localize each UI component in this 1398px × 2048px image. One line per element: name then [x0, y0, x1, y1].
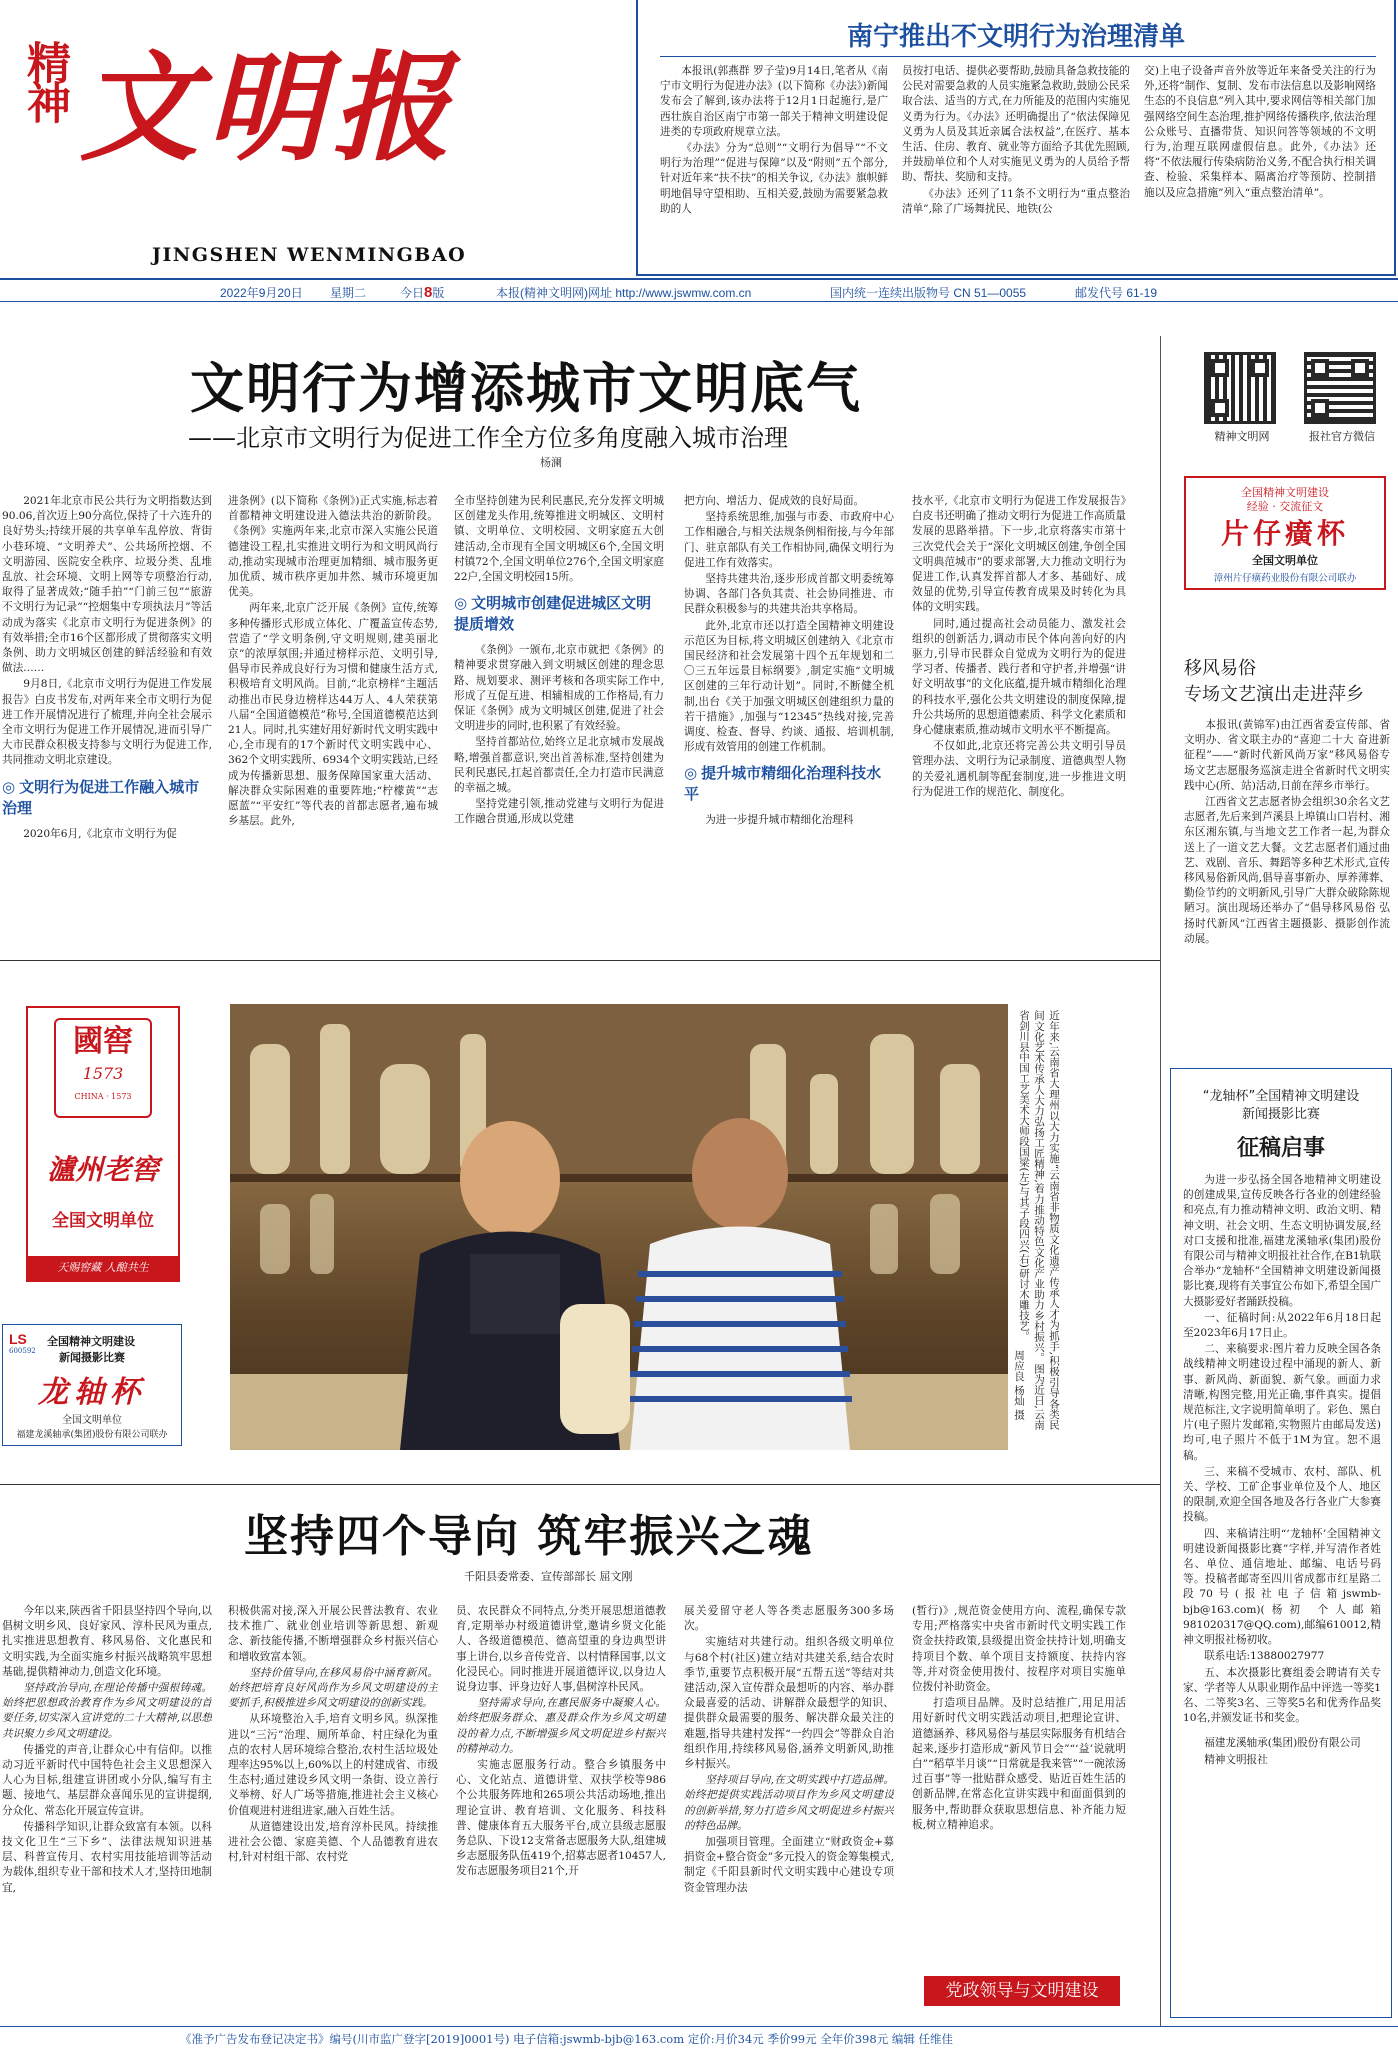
contest-body — [1183, 1173, 1381, 2003]
photo-scene — [230, 1004, 1008, 1450]
guojiao-en: CHINA · 1573 — [74, 1092, 132, 1101]
guojiao-unit: 全国文明单位 — [52, 1211, 154, 1231]
guojiao-year: 1573 — [82, 1064, 124, 1083]
second-c5b: 打造项目品牌。及时总结推广,用足用活用好新时代文明实践活动项目,把理论宣讲、道德涵养、移风易俗与基层实际服务有机结合起来,逐步打造形成“新风节日会”“‘益’说就明白”“稻草半月谈”“日常就是我来管”“一碗浓汤过百事”等一批贴群众感受、贴近百姓生活的创新品牌,在常态化宣讲实践中和面面俱到的服务中,帮助群众获取思想信息、补齐能力短板,树立精神追求。 — [912, 1697, 1126, 1831]
lead-headline: 文明行为增添城市文明底气 — [190, 357, 862, 420]
contest-org1: 福建龙溪轴承(集团)股份有限公司 — [1204, 1737, 1361, 1750]
lead-subhead-1: ◎ 文明行为促进工作融入城市治理 — [2, 777, 200, 817]
top-story-p5: 交)上电子设备声音外放等近年来备受关注的行为外,还将“制作、复制、发布市法信息以及影响网络生态的不良信息”列入其中,要求网信等相关部门加强网络空间生态治理,推护网络传播秩序,依法治理公众账号、直播带货、知识问答等领域的不文明行为,治理互联网虚假信息。此外,《办法》还将“不依法履行传染病防治义务,不配合执行相关调查、检验、采集样本、隔离治疗等预防、控制措施以及应急措施”列入“重点整治清单”。 — [1144, 65, 1376, 199]
ad-pzh-unit: 全国文明单位 — [1252, 554, 1318, 567]
contest-big-title: 征稿启事 — [1236, 1136, 1325, 1161]
second-c3i: 坚持需求导向,在惠民服务中凝聚人心。始终把服务群众、惠及群众作为乡风文明建设的着力点,不断增强乡风文明促进乡村振兴的精神动力。 — [456, 1697, 666, 1755]
lead-col-4 — [684, 494, 894, 944]
pages-suffix: 版 — [432, 286, 445, 300]
second-c1i: 坚持政治导向,在理论传播中强根铸魂。始终把思想政治教育作为乡风文明建设的首要任务,切实深入宣讲党的二十大精神,以思想共识聚力乡风文明建设。 — [2, 1682, 212, 1740]
lead-c3d: 坚持党建引领,推动党建与文明行为促进工作融合贯通,形成以党建 — [454, 798, 664, 826]
contest-org2: 精神文明报社 — [1204, 1753, 1268, 1766]
second-c1: 今年以来,陕西省千阳县坚持四个导向,以倡树文明乡风、良好家风、淳朴民风为重点,扎实推进思想教育、移风易俗、文化惠民和文明实践,为全面实施乡村振兴战略筑牢思想基础,提供精神动力,创造文化环境。 — [2, 1605, 212, 1678]
qr-code-website[interactable] — [1204, 352, 1276, 424]
lead-col-2 — [228, 494, 438, 944]
top-story — [636, 0, 1396, 276]
lead-c5: 技水平,《北京市文明行为促进工作发展报告》白皮书还明确了推动文明行为促进工作高质量发展的思路举措。下一步,北京将落实市第十三次党代会关于“深化文明城区创建,争创全国文明典范城市”的要求部署,大力推动文明行为促进工作,认真发挥首都人才多、基础好、成效显的优势,引导宣传教育成果及时转化为具体的文明实践。 — [912, 495, 1126, 614]
logo-main: 文明报 — [80, 38, 459, 177]
second-c1b: 传播党的声音,让群众心中有信仰。以推动习近平新时代中国特色社会主义思想深入人心为目标,组建宣讲团或小分队,编写有主题、接地气、基层群众喜闻乐见的宣讲提纲,分众化、常态化开展宣传宣讲。 — [2, 1743, 212, 1817]
lead-subhead-4-text: 提升城市精细化治理科技水平 — [684, 764, 882, 804]
top-story-p4: 《办法》还列了11条不文明行为“重点整治清单”,除了广场舞扰民、地铁(公 — [902, 187, 1130, 215]
second-c1c: 传播科学知识,让群众致富有本领。以科技文化卫生“三下乡”、法律法规知识进基层、科普宣传月、农村实用技能培训等活动为载体,组织专业干部和技术人才,坚持田地制宜, — [2, 1820, 212, 1894]
ad-guojiao[interactable] — [26, 1006, 180, 1282]
qr-label-website: 精神文明网 — [1214, 430, 1270, 443]
lead-col-3 — [454, 494, 664, 944]
guojiao-seal — [54, 1018, 152, 1118]
top-story-col-3 — [1144, 64, 1376, 270]
ad-pzh-company: 漳州片仔癀药业股份有限公司联办 — [1213, 573, 1357, 584]
lead-c1: 2021年北京市民公共行为文明指数达到90.06,首次迈上90分高位,保持了十六连升的良好势头;持续开展的共享单车乱停放、背街小巷环境、“文明养犬”、公共场所控烟、不文明游园、医院安全秩序、垃圾分类、乱堆乱放、社会环境、文明上网等专项整治行动,取得了显著成效;“随手拍”“门前三包”“旅游不文明行为记录”“控烟集中专项执法月”等活动成为落实《北京市文明行为促进条例》的有效举措;全市16个区都形成了贯彻落实文明条例、助力文明城区创建的鲜活经验和有效做法…… — [2, 495, 212, 675]
photo-credit: 周应良 杨灿 摄 — [1013, 1350, 1025, 1420]
guojiao-title: 國窖 — [73, 1024, 133, 1059]
second-c2c: 从道德建设出发,培育淳朴民风。持续推进社会公德、家庭美德、个人品德教育进农村,针对村组干部、农村党 — [228, 1820, 438, 1864]
luzhou-laojiao: 瀘州老窖 — [46, 1153, 159, 1186]
masthead-pinyin: JINGSHEN WENMINGBAO — [152, 244, 467, 266]
contest-box — [1170, 1068, 1392, 2018]
lead-c4b: 坚持系统思维,加强与市委、市政府中心工作相融合,与相关法规条例相衔接,与今年部门、驻京部队有关工作相协同,确保文明行为促进工作有效落实。 — [684, 511, 894, 569]
lead-c3b: 《条例》一颁布,北京市就把《条例》的精神要求贯穿融入到文明城区创建的理念思路、规划要求、测评考核和各项实际工作中,形成了互促互进、相辅相成的工作格局,有力保证《条例》成为文明城区创建,促进了社会文明进步的同时,也积累了有效经验。 — [454, 644, 664, 733]
dateline-bar — [0, 278, 1398, 302]
lead-col-5 — [912, 494, 1126, 944]
right-article-p1: 本报讯(黄锦军)由江西省委宣传部、省文明办、省文联主办的“喜迎二十大 奋进新征程”——“新时代新风尚万家”移风易俗专场文艺志愿服务巡演走进全省新时代文明实践中心(所、站)活动,日前在萍乡市举行。 — [1184, 719, 1390, 792]
second-byline: 千阳县委常委、宣传部部长 屈文刚 — [464, 1570, 633, 1583]
contest-p5: 四、来稿请注明“‘龙轴杯’全国精神文明建设新闻摄影比赛”字样,并写清作者姓名、单位、通信地址、邮编、电话号码等。投稿者邮寄至四川省成都市红星路二段70号(报社电子信箱jswmb-bjb@163.com)(杨初 个人邮箱981020317@QQ.com),邮编610012,精神文明报社杨初收。 — [1183, 1527, 1381, 1647]
second-c4c: 加强项目管理。全面建立“财政资金+募捐资金+整合资金”多元投入的资金筹集模式,制定《千阳县新时代文明实践中心建设专项资金管理办法 — [684, 1836, 894, 1894]
postal-code: 邮发代号 61-19 — [1075, 286, 1158, 300]
top-story-p2: 《办法》分为“总则”“文明行为倡导”“不文明行为治理”“促进与保障”以及“附则”五个部分,针对近年来“扶不扶”的相关争议,《办法》旗帜鲜明地倡导守望相助、互相关爱,鼓励为需要紧急救助的人 — [660, 142, 888, 215]
page-count — [400, 284, 444, 301]
top-story-title: 南宁推出不文明行为治理清单 — [846, 22, 1185, 52]
issn: 国内统一连续出版物号 CN 51—0055 — [830, 286, 1027, 300]
lzb-title1: 全国精神文明建设 — [47, 1335, 135, 1348]
top-story-col-1 — [660, 64, 888, 270]
photo-caption — [1016, 1010, 1152, 1440]
right-article-body — [1184, 718, 1390, 1058]
lead-c4d: 此外,北京市还以打造全国精神文明建设示范区为目标,将文明城区创建纳入《北京市国民经济和社会发展第十四个五年规划和二〇三五年远景目标纲要》,制定实施“文明城区创建的三年行动计划”。同时,不断健全机制,出台《关于加强文明城区创建组织力量的若干措施》,加强与“12345”热线对接,完善调度、检查、督导、约谈、通报、培训机制,形成有效管用的创建工作机制。 — [684, 619, 894, 754]
lead-subhead-3-text: 文明城市创建促进城区文明提质增效 — [454, 594, 652, 634]
lead-c4e: 为进一步提升城市精细化治理科 — [705, 814, 854, 827]
lead-c3: 全市坚持创建为民利民惠民,充分发挥文明城区创建龙头作用,统筹推进文明城区、文明村镇、文明单位、文明校园、文明家庭五大创建活动,全市现有全国文明城区6个,全国文明村镇72个,全国文明单位276个,全国文明家庭22户,全国文明校园15所。 — [454, 495, 664, 584]
lead-c1c: 2020年6月,《北京市文明行为促 — [23, 827, 177, 840]
lead-subhead-4: ◎ 提升城市精细化治理科技水平 — [684, 764, 882, 804]
pages-label: 今日 — [400, 286, 425, 300]
issue-date: 2022年9月20日 — [220, 286, 303, 300]
lead-c5b: 同时,通过提高社会动员能力、激发社会组织的创新活力,调动市民个体向善向好的内驱力,引导市民群众自觉成为文明行为的促进学习者、传播者、践行者和守护者,并增强“讲好文明故事”的文化底蕴,提升城市精细化治理的科技水平,强化公共文明建设的制度保障,提升公共场所的思想道德素质、科学文化素质和身心健康素质,推动城市文明水平不断提高。 — [912, 617, 1126, 737]
art-title-1: 移风易俗 — [1184, 658, 1256, 679]
lead-c2: 进条例》(以下简称《条例》)正式实施,标志着首都精神文明建设进入德法共治的新阶段。《条例》实施两年来,北京市深入实施公民道德建设工程,扎实推进文明行为和文明风尚行动,推动实现城市治理更加精细、城市服务更加优质、城市秩序更加井然、城市环境更加优美。 — [228, 495, 438, 599]
lzb-company: 福建龙溪轴承(集团)股份有限公司联办 — [16, 1430, 168, 1440]
lead-byline: 杨澜 — [540, 456, 562, 469]
qr-label-wechat: 报社官方微信 — [1309, 430, 1375, 443]
second-c3b: 实施志愿服务行动。整合乡镇服务中心、文化站点、道德讲堂、双扶学校等986个公共服务阵地和265项公共活动场地,推出理论宣讲、教育培训、文化服务、科技科普、健康体育五大服务平台,成立县级志愿服务总队、下设12支常备志愿服务大队,组建城乡志愿服务队伍419个,招募志愿者10457人,发布志愿服务项目21个,开 — [456, 1759, 666, 1878]
issue-weekday: 星期二 — [330, 286, 367, 300]
pages-count: 8 — [424, 284, 433, 301]
second-col-2 — [228, 1604, 438, 2014]
lzb-logo — [9, 1331, 43, 1361]
right-article-p2: 江西省文艺志愿者协会组织30余名文艺志愿者,先后来到芦溪县上埠镇山口岩村、湘东区湘东镇,与当地文艺工作者一起,为群众送上了一道文艺大餐。文艺志愿者们通过曲艺、戏剧、音乐、舞蹈等多种艺术形式,宣传移风易俗新风尚,倡导喜事新办、厚养薄葬、勤俭节约的文明新风,引导广大群众破除陈规陋习。演出现场还举办了“倡导移风易俗 弘扬时代新风”江西省主题摄影、摄影创作流动展。 — [1184, 796, 1390, 945]
top-story-col-2 — [902, 64, 1130, 270]
contest-p3: 二、来稿要求:图片着力反映全国各条战线精神文明建设过程中涌现的新人、新事、新风尚、新面貌、新气象。画面力求清晰,构图完整,用光正确,事件真实。提倡规范标注,文字说明简单明了。彩色、黑白片(电子照片发邮箱,实物照片由邮局发送)均可,电子照片不低于1M为宜。恕不退稿。 — [1183, 1343, 1381, 1462]
photo-caption-text: 近年来,云南省大理州以大力实施“云南省非物质文化遗产传承人才为抓手,积极引导各类民间文化艺术传承人大力弘扬工匠精神,着力推动特色文化产业助力乡村振兴。图为近日,云南省剑川县中国工艺美术大师段国梁(左)与其子段四兴(右)研讨木雕技艺。 — [1018, 1010, 1060, 1430]
logo-small-text: 精神 — [19, 40, 70, 120]
second-headline: 坚持四个导向 筑牢振兴之魂 — [244, 1511, 814, 1562]
contest-p6: 联系电话:13880027977 — [1204, 1650, 1325, 1663]
second-c4b: 实施结对共建行动。组织各级文明单位与68个村(社区)建立结对共建关系,结合农时季节,重要节点积极开展“五帮五送”等结对共建活动,深入宣传群众最想听的内容、举办群众最喜爱的活动、讲解群众最想学的知识、提供群众最需要的服务、解决群众最关注的难题,指导共建村发挥“一约四会”等群众自治组织作用,持续移风易俗,涵养文明新风,助推乡村振兴。 — [684, 1636, 894, 1771]
contest-title-1: “龙轴杯”全国精神文明建设 — [1202, 1089, 1360, 1104]
contest-p2: 一、征稿时间:从2022年6月18日起至2023年6月17日止。 — [1183, 1311, 1381, 1340]
lzb-unit: 全国文明单位 — [62, 1415, 122, 1426]
footer-text: 《准予广告发布登记决定书》编号(川市监广登字[2019]0001号) 电子信箱:jswmb-bjb@163.com 定价:月价34元 季价99元 全年价398元 编辑 任维佳 — [180, 2032, 953, 2046]
second-c4: 展关爱留守老人等各类志愿服务300多场次。 — [684, 1605, 894, 1633]
ad-pianzaihuang[interactable] — [1184, 476, 1386, 590]
section-label: 党政领导与文明建设 — [924, 1976, 1120, 2006]
second-c2i: 坚持价值导向,在移风易俗中涵育新风。始终把培育良好风尚作为乡风文明建设的主要抓手,积极推进乡风文明建设的创新实践。 — [228, 1666, 438, 1710]
lead-c1b: 9月8日,《北京市文明行为促进工作发展报告》白皮书发布,对两年来全市文明行为促进工作开展情况进行了梳理,并向全社会展示全市文明行为促进工作开展情况,进而引导广大市民群众积极支持参与文明行为促进工作,共同推动文明北京建设。 — [2, 678, 212, 767]
lead-c4: 把方向、增活力、促成效的良好局面。 — [684, 495, 865, 507]
lead-subtitle: ——北京市文明行为促进工作全方位多角度融入城市治理 — [188, 424, 788, 452]
top-story-p3: 员按打电话、提供必要帮助,鼓励具备急救技能的公民对需要急救的人员实施紧急救助,鼓励公民采取合法、适当的方式,在力所能及的范围内实施见义勇为行为。《办法》还明确提出了“依法保障见义勇为人员及其近亲属合法权益”,在医疗、基本生活、住房、教育、就业等方面给予其优先照顾,并鼓励单位和个人对实施见义勇为的人员给予帮助、帮扶、奖励和支持。 — [902, 65, 1130, 184]
logo-small — [18, 40, 76, 150]
ad-pzh-line1: 全国精神文明建设 — [1241, 486, 1329, 499]
second-c3: 员、农民群众不同特点,分类开展思想道德教育,定期举办村级道德讲堂,邀请乡贤文化能人、各级道德模范、德高望重的身边典型讲事上讲台,以乡音传党音、以村情释国事,以文化浸民心。同时推进开展道德评议,以身边人说身边事、评身边好人事,倡树淳朴民风。 — [456, 1605, 666, 1694]
second-c4i: 坚持项目导向,在文明实践中打造品牌。始终把提供实践活动项目作为乡风文明建设的创新举措,努力打造乡风文明促进乡村振兴的特色品牌。 — [684, 1774, 894, 1832]
lead-c2b: 两年来,北京广泛开展《条例》宣传,统筹多种传播形式形成立体化、广覆盖宣传态势,营造了“学文明条例,守文明规则,建美丽北京”的浓厚氛围;并通过榜样示范、文明引导,倡导市民养成良好行为习惯和健康生活方式,积极培育文明风尚。目前,“北京榜样”主题活动推出市民身边榜样达44万人、4人荣获第八届“全国道德模范”称号,全国道德模范达到21人。同时,扎实建好用好新时代文明实践中心,全市现有的17个新时代文明实践中心、362个文明实践所、6934个文明实践站,已经成为传播新思想、服务保障国家重大活动、解决群众实际困难的重要阵地;“柠檬黄”“志愿蓝”“平安红”等代表的首都志愿者,遍布城乡基层。此外, — [228, 602, 438, 828]
lzb-brand: 龙轴杯 — [38, 1375, 146, 1410]
second-col-1 — [2, 1604, 212, 2014]
second-col-4 — [684, 1604, 894, 2014]
top-story-p1: 本报讯(郭燕群 罗子莹)9月14日,笔者从《南宁市文明行为促进办法》(以下简称《办法》)新闻发布会了解到,该办法将于12月1日起施行,是广西壮族自治区南宁市第一部关于精神文明建设促进类的专项政府规章立法。 — [660, 65, 888, 138]
lzb-logo-mark: LS — [9, 1331, 27, 1347]
ad-pzh-brand: 片仔癀杯 — [1220, 517, 1349, 550]
lead-c5c: 不仅如此,北京还将完善公共文明引导员管理办法、文明行为记录制度、道德典型人物的关爱礼遇机制等配套制度,进一步推进文明行为促进工作的规范化、制度化。 — [912, 740, 1126, 798]
second-c2: 积极供需对接,深入开展公民普法教育、农业技术推广、就业创业培训等新思想、新观念、新技能传播,不断增强群众乡村振兴信心和增收致富本领。 — [228, 1605, 438, 1663]
contest-p1: 为进一步弘扬全国各地精神文明建设的创建成果,宣传反映各行各业的创建经验和亮点,有力推动精神文明、政治文明、精神文明、社会文明、生态文明协调发展,经对口支援和批准,福建龙溪轴承(集团)股份有限公司与精神文明报社社合作,在B1轨联合举办“龙轴杯”全国精神文明建设新闻摄影比赛,现将有关事宜公布如下,希望全国广大摄影爱好者踊跃投稿。 — [1183, 1174, 1381, 1308]
contest-p7: 五、本次摄影比赛组委会聘请有关专家、学者等人从职业期作品中评选一等奖1名、二等奖3名、三等奖5名和优秀作品奖10名,并颁发证书和奖金。 — [1183, 1666, 1381, 1725]
lead-c3c: 坚持首都站位,始终立足北京城市发展战略,增强首都意识,突出首善标准,坚持创建为民利民惠民,扛起首都责任,全力打造市民满意的幸福之城。 — [454, 736, 664, 795]
second-col-3 — [456, 1604, 666, 2014]
second-c2b: 从环境整治入手,培育文明乡风。纵深推进以“三污”治理、厕所革命、村庄绿化为重点的农村人居环境综合整治,农村生活垃圾处理率达95%以上,60%以上的村建成省、市级生态村;通过建设乡风文明一条街、设立善行义举榜、好人广场等措施,推进社会主义核心价值观进村进组进家,融入百姓生活。 — [228, 1713, 438, 1817]
ad-longzhoubei-left[interactable] — [2, 1324, 182, 1446]
contest-title-2: 新闻摄影比赛 — [1241, 1107, 1320, 1122]
feature-photo — [230, 1004, 1008, 1450]
second-c5: (暂行)》,规范资金使用方向、流程,确保专款专用;严格落实中央省市新时代文明实践工作资金扶持政策,县级提出资金扶持计划,明确支持项目个数、单个项目支持额度、扶持内容等,并对资金使用拨付、按程序对项目实施单位拨付补助资金。 — [912, 1605, 1126, 1694]
lead-subhead-1-text: 文明行为促进工作融入城市治理 — [2, 777, 200, 817]
guojiao-slogan: 天赐窖藏 人酿共生 — [28, 1256, 178, 1280]
contest-p4: 三、来稿不受城市、农村、部队、机关、学校、工矿企事业单位及个人、地区的限制,欢迎全国各地及各行各业广大参赛投稿。 — [1183, 1465, 1381, 1524]
lead-c4c: 坚持共建共治,逐步形成首都文明委统筹协调、各部门各负其责、社会协同推进、市民群众积极参与的共建共治共享格局。 — [684, 573, 894, 616]
lzb-code: 600592 — [9, 1347, 36, 1355]
ad-pzh-line2: 经验 · 交流征文 — [1246, 500, 1324, 513]
second-col-5 — [912, 1604, 1126, 1968]
lead-subhead-3: ◎ 文明城市创建促进城区文明提质增效 — [454, 594, 652, 634]
lzb-title2: 新闻摄影比赛 — [59, 1351, 125, 1364]
website-url[interactable]: 本报(精神文明网)网址 http://www.jswmw.com.cn — [496, 286, 752, 300]
masthead — [0, 0, 630, 300]
lead-col-1 — [2, 494, 212, 944]
footer-bar — [0, 2026, 1398, 2048]
qr-code-wechat[interactable] — [1304, 352, 1376, 424]
art-title-2: 专场文艺演出走进萍乡 — [1184, 684, 1364, 705]
